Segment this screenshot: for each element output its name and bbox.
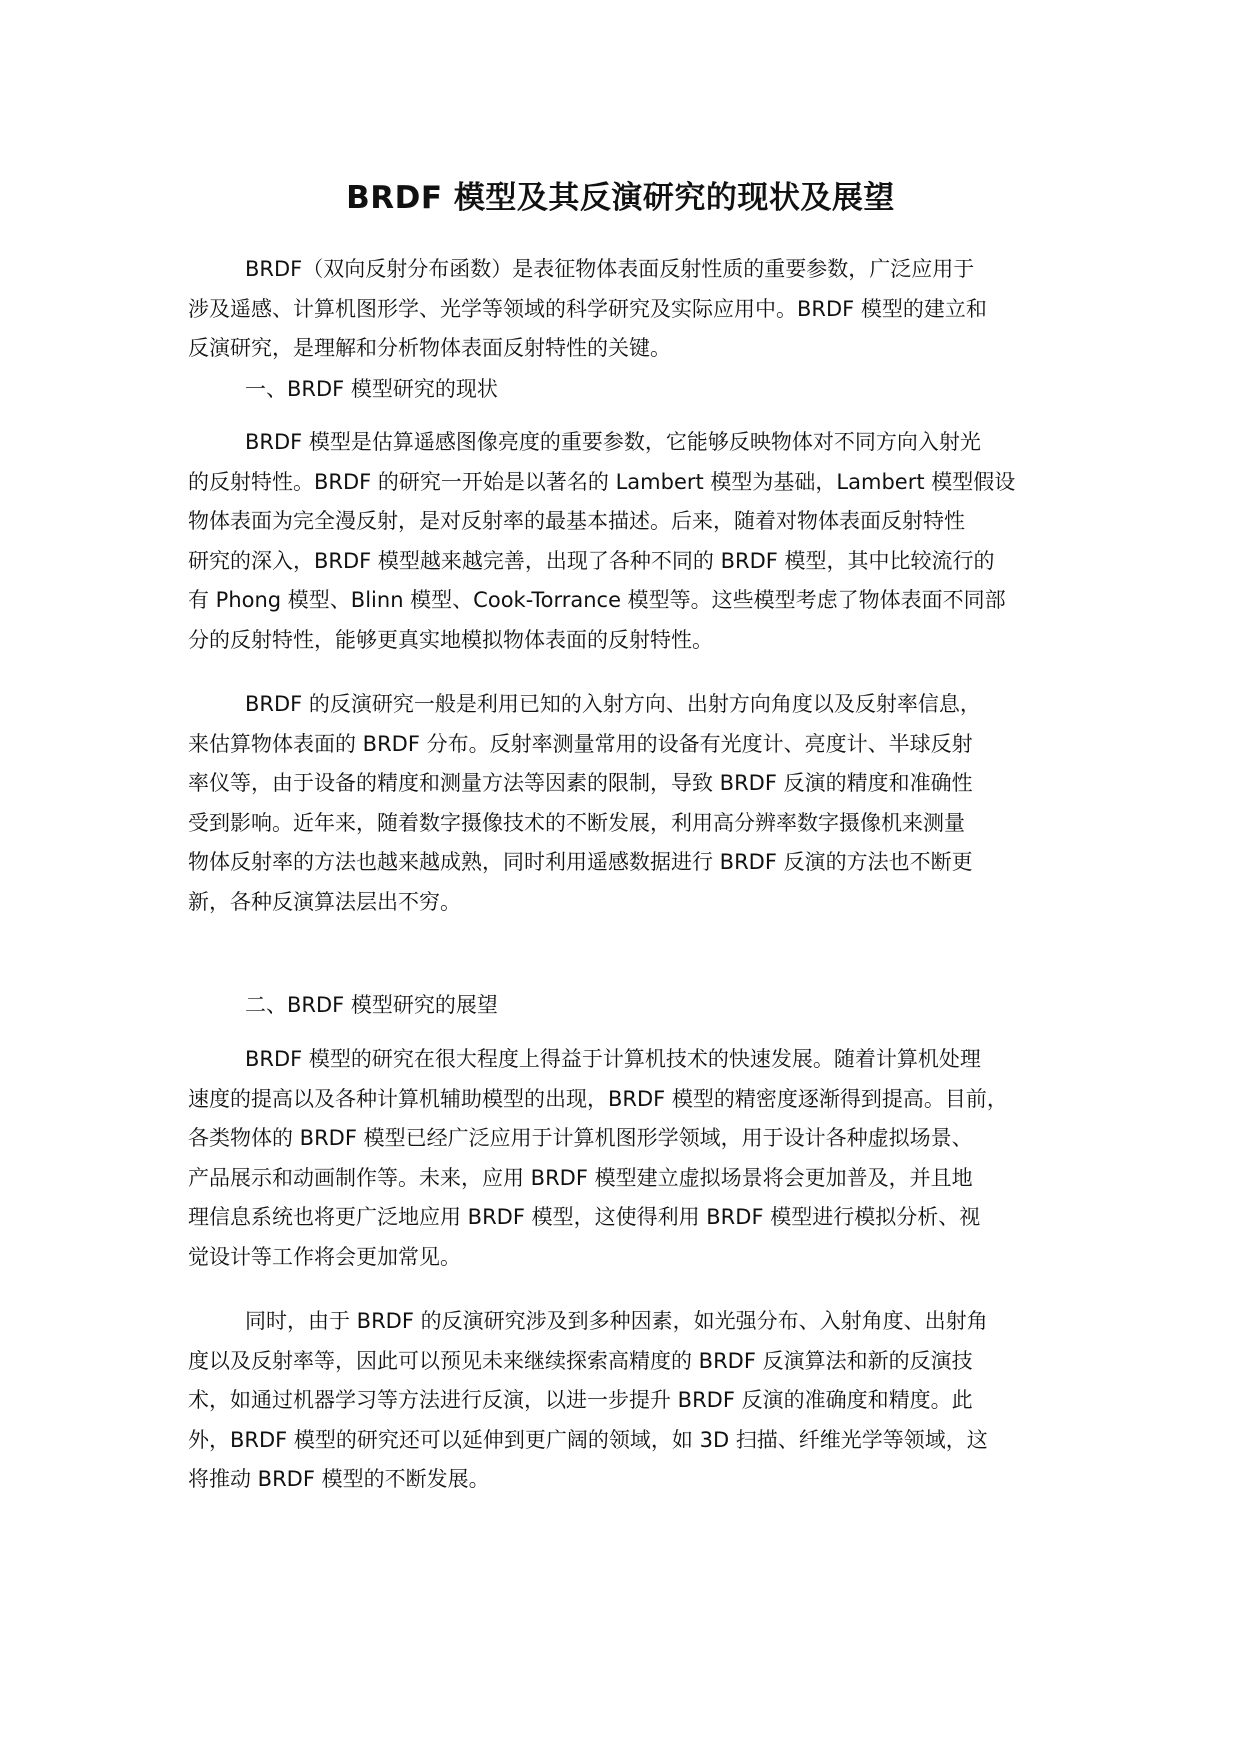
paragraph-line: 术，如通过机器学习等方法进行反演，以进一步提升 BRDF 反演的准确度和精度。此 <box>188 1388 973 1412</box>
paragraph-line: 觉设计等工作将会更加常见。 <box>188 1244 461 1269</box>
paragraph-line: BRDF 的反演研究一般是利用已知的入射方向、出射方向角度以及反射率信息， <box>245 692 981 716</box>
paragraph-line: BRDF 模型的研究在很大程度上得益于计算机技术的快速发展。随着计算机处理 <box>245 1047 981 1071</box>
paragraph-line: 将推动 BRDF 模型的不断发展。 <box>188 1467 490 1491</box>
paragraph-line: 速度的提高以及各种计算机辅助模型的出现，BRDF 模型的精密度逐渐得到提高。目前， <box>188 1086 1008 1111</box>
section2-paragraph-2 <box>188 1302 1068 1500</box>
document-title: BRDF 模型及其反演研究的现状及展望 <box>346 180 895 216</box>
paragraph-line: 各类物体的 BRDF 模型已经广泛应用于计算机图形学领域，用于设计各种虚拟场景、 <box>188 1126 973 1150</box>
section1-paragraph-2 <box>188 685 1068 922</box>
intro-paragraph <box>188 250 1068 369</box>
paragraph-line: 物体反射率的方法也越来越成熟，同时利用遥感数据进行 BRDF 反演的方法也不断更 <box>188 850 973 874</box>
section2-paragraph-1 <box>188 1040 1068 1277</box>
paragraph-line: 新，各种反演算法层出不穷。 <box>188 889 461 914</box>
paragraph-line: 分的反射特性，能够更真实地模拟物体表面的反射特性。 <box>188 627 713 652</box>
paragraph-line: 同时，由于 BRDF 的反演研究涉及到多种因素，如光强分布、入射角度、出射角 <box>245 1309 988 1333</box>
paragraph-line: 的反射特性。BRDF 的研究一开始是以著名的 Lambert 模型为基础，Lambert 模型假设 <box>188 469 1016 494</box>
section1-paragraph-1 <box>188 423 1068 660</box>
section-heading-status: 一、BRDF 模型研究的现状 <box>245 377 498 401</box>
paragraph-line: 研究的深入，BRDF 模型越来越完善，出现了各种不同的 BRDF 模型，其中比较流行的 <box>188 548 995 573</box>
paragraph-line: 反演研究，是理解和分析物体表面反射特性的关键。 <box>188 336 671 360</box>
paragraph-line: 物体表面为完全漫反射，是对反射率的最基本描述。后来，随着对物体表面反射特性 <box>188 509 965 533</box>
paragraph-line: 涉及遥感、计算机图形学、光学等领域的科学研究及实际应用中。BRDF 模型的建立和 <box>188 296 987 321</box>
paragraph-line: 度以及反射率等，因此可以预见未来继续探索高精度的 BRDF 反演算法和新的反演技 <box>188 1348 973 1373</box>
paragraph-line: 理信息系统也将更广泛地应用 BRDF 模型，这使得利用 BRDF 模型进行模拟分析、视 <box>188 1205 981 1229</box>
paragraph-line: 来估算物体表面的 BRDF 分布。反射率测量常用的设备有光度计、亮度计、半球反射 <box>188 731 973 756</box>
paragraph-line: BRDF 模型是估算遥感图像亮度的重要参数，它能够反映物体对不同方向入射光 <box>245 430 981 454</box>
paragraph-line: 有 Phong 模型、Blinn 模型、Cook-Torrance 模型等。这些模型考虑了物体表面不同部 <box>188 588 1006 612</box>
paragraph-line: 率仪等，由于设备的精度和测量方法等因素的限制，导致 BRDF 反演的精度和准确性 <box>188 771 973 795</box>
paragraph-line: 受到影响。近年来，随着数字摄像技术的不断发展，利用高分辨率数字摄像机来测量 <box>188 810 965 835</box>
paragraph-line: 产品展示和动画制作等。未来，应用 BRDF 模型建立虚拟场景将会更加普及，并且地 <box>188 1165 973 1190</box>
paragraph-line: BRDF（双向反射分布函数）是表征物体表面反射性质的重要参数，广泛应用于 <box>245 257 975 281</box>
section-heading-outlook: 二、BRDF 模型研究的展望 <box>245 993 498 1017</box>
paragraph-line: 外，BRDF 模型的研究还可以延伸到更广阔的领域，如 3D 扫描、纤维光学等领域，这 <box>188 1427 988 1452</box>
